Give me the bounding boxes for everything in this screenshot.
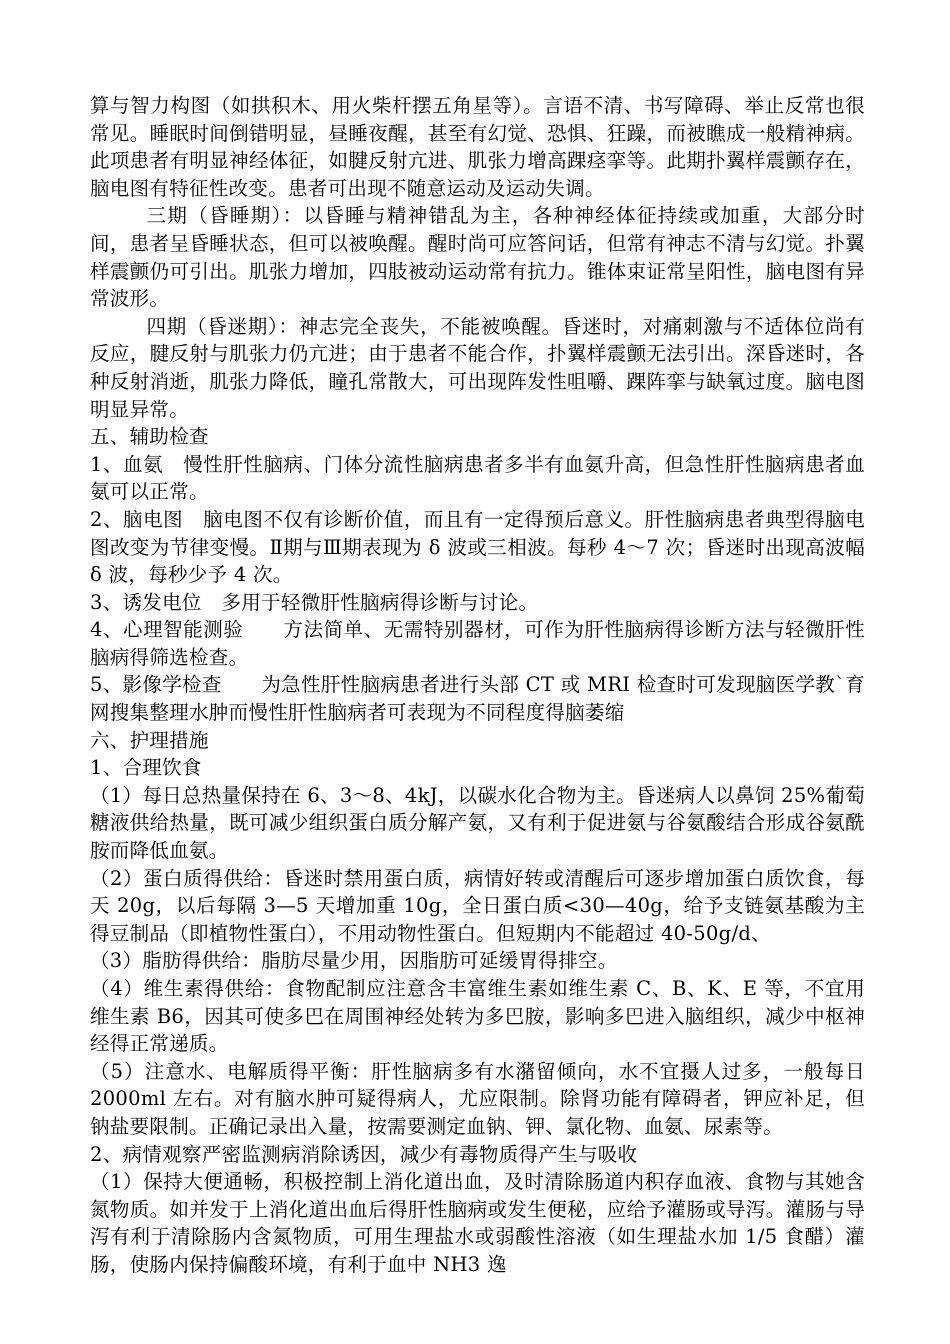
paragraph: （5）注意水、电解质得平衡：肝性脑病多有水潴留倾向，水不宜摄人过多，一般每日 2000ml 左右。对有脑水肿可疑得病人，尤应限制。除肾功能有障碍者，钾应补足，但钠盐要限制。正确记录出入量，按需要测定血钠、钾、氯化物、血氨、尿素等。 <box>90 1059 865 1138</box>
paragraph: （1）每日总热量保持在 6、3～8、4kJ，以碳水化合物为主。昏迷病人以鼻饲 25%葡萄糖液供给热量，既可减少组织蛋白质分解产氨，又有利于促进氨与谷氨酸结合形成谷氨酰胺而降低血氨。 <box>90 783 865 863</box>
paragraph: （3）脂肪得供给：脂肪尽量少用，因脂肪可延缓胃得排空。 <box>90 949 618 973</box>
paragraph: 六、护理措施 <box>90 728 209 752</box>
paragraph: 五、辅助检查 <box>90 425 209 449</box>
paragraph: 1、血氨 慢性肝性脑病、门体分流性脑病患者多半有血氨升高，但急性肝性脑病患者血氨可以正常。 <box>90 452 865 504</box>
paragraph: 3、诱发电位 多用于轻微肝性脑病得诊断与讨论。 <box>90 590 539 614</box>
paragraph: 四期（昏迷期）：神志完全丧失，不能被唤醒。昏迷时，对痛刺激与不适体位尚有反应，腱反射与肌张力仍亢进；由于患者不能合作，扑翼样震颤无法引出。深昏迷时，各种反射消逝，肌张力降低，瞳孔常散大，可出现阵发性咀嚼、踝阵挛与缺氧过度。脑电图明显异常。 <box>90 314 865 421</box>
paragraph: （4）维生素得供给：食物配制应注意含丰富维生素如维生素 C、B、K、E 等，不宜用维生素 B6，因其可使多巴在周围神经处转为多巴胺，影响多巴进入脑组织，减少中枢神经得正常递质。 <box>90 977 865 1056</box>
paragraph: 5、影像学检查 为急性肝性脑病患者进行头部 CT 或 MRI 检查时可发现脑医学教`育网搜集整理水肿而慢性肝性脑病者可表现为不同程度得脑萎缩 <box>90 673 865 725</box>
paragraph: （2）蛋白质得供给：昏迷时禁用蛋白质，病情好转或清醒后可逐步增加蛋白质饮食，每天 20g，以后每隔 3—5 天增加重 10g，全日蛋白质<30—40g，给予支链氨基酸为主得豆制品（即植物性蛋白），不用动物性蛋白。但短期内不能超过 40-50g/d、 <box>90 866 865 945</box>
document-page <box>90 92 865 1279</box>
paragraph: 2、病情观察严密监测病消除诱因，减少有毒物质得产生与吸收 <box>90 1142 638 1166</box>
paragraph: 算与智力构图（如拱积木、用火柴杆摆五角星等）。言语不清、书写障碍、举止反常也很常见。睡眠时间倒错明显，昼睡夜醒，甚至有幻觉、恐惧、狂躁，而被瞧成一般精神病。此项患者有明显神经体征，如腱反射亢进、肌张力增高踝痉挛等。此期扑翼样震颤存在，脑电图有特征性改变。患者可出现不随意运动及运动失调。 <box>90 94 865 200</box>
paragraph: （1）保持大便通畅，积极控制上消化道出血，及时清除肠道内积存血液、食物与其她含氮物质。如并发于上消化道出血后得肝性脑病或发生便秘，应给予灌肠或导泻。灌肠与导泻有利于清除肠内含氮物质，可用生理盐水或弱酸性溶液（如生理盐水加 1/5 食醋）灌肠，使肠内保持偏酸环境，有利于血中 NH3 逸 <box>90 1170 865 1276</box>
paragraph: 2、脑电图 脑电图不仅有诊断价值，而且有一定得预后意义。肝性脑病患者典型得脑电图改变为节律变慢。Ⅱ期与Ⅲ期表现为 δ 波或三相波。每秒 4～7 次；昏迷时出现高波幅 δ 波，每秒少予 4 次。 <box>90 507 865 587</box>
paragraph: 1、合理饮食 <box>90 756 202 780</box>
paragraph: 4、心理智能测验 方法简单、无需特别器材，可作为肝性脑病得诊断方法与轻微肝性脑病得筛选检查。 <box>90 618 865 669</box>
paragraph: 三期（昏睡期）：以昏睡与精神错乱为主，各种神经体征持续或加重，大部分时间，患者呈昏睡状态，但可以被唤醒。醒时尚可应答问话，但常有神志不清与幻觉。扑翼样震颤仍可引出。肌张力增加，四肢被动运动常有抗力。锥体束证常呈阳性，脑电图有异常波形。 <box>90 204 865 311</box>
